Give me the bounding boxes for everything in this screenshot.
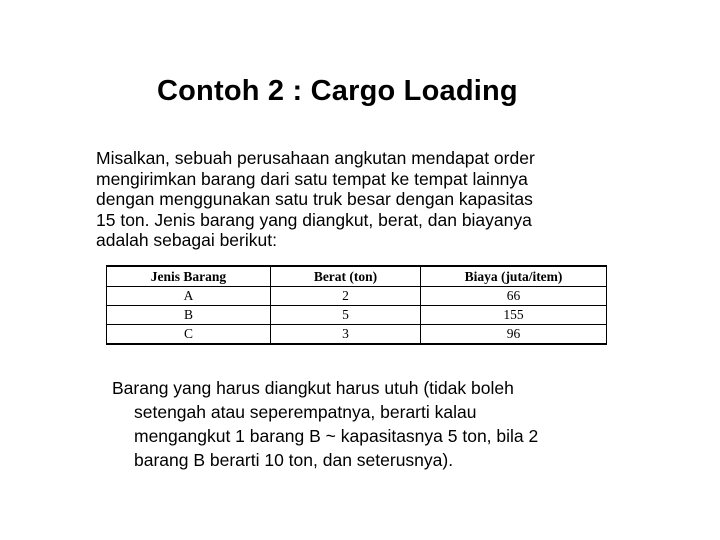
cell-berat: 3	[271, 325, 421, 345]
column-header-biaya: Biaya (juta/item)	[421, 266, 607, 287]
table-row	[107, 287, 607, 306]
intro-line: dengan menggunakan satu truk besar dengan kapasitas	[96, 189, 533, 209]
note-line: Barang yang harus diangkut harus utuh (tidak boleh	[112, 378, 514, 398]
cargo-table	[106, 265, 607, 345]
intro-line: mengirimkan barang dari satu tempat ke tempat lainnya	[96, 168, 528, 189]
intro-line: 15 ton. Jenis barang yang diangkut, berat, dan biayanya	[96, 209, 532, 230]
note-paragraph	[112, 376, 652, 472]
slide-title: Contoh 2 : Cargo Loading	[157, 75, 518, 107]
intro-line: Misalkan, sebuah perusahaan angkutan mendapat order	[96, 148, 535, 168]
note-line: setengah atau seperempatnya, berarti kalau	[134, 402, 477, 422]
intro-line: adalah sebagai berikut:	[96, 230, 277, 250]
table-row	[107, 306, 607, 325]
cell-jenis: C	[107, 325, 271, 345]
note-line: barang B berarti 10 ton, dan seterusnya).	[134, 450, 454, 470]
table-header-row	[107, 266, 607, 287]
table-row	[107, 325, 607, 345]
cell-biaya: 66	[421, 287, 607, 306]
cell-jenis: B	[107, 306, 271, 325]
cell-biaya: 96	[421, 325, 607, 345]
column-header-berat: Berat (ton)	[271, 266, 421, 287]
note-line: mengangkut 1 barang B ~ kapasitasnya 5 ton, bila 2	[134, 426, 539, 446]
cell-berat: 2	[271, 287, 421, 306]
cell-jenis: A	[107, 287, 271, 306]
column-header-jenis-barang: Jenis Barang	[107, 266, 271, 287]
intro-paragraph	[96, 148, 636, 251]
cell-berat: 5	[271, 306, 421, 325]
cell-biaya: 155	[421, 306, 607, 325]
